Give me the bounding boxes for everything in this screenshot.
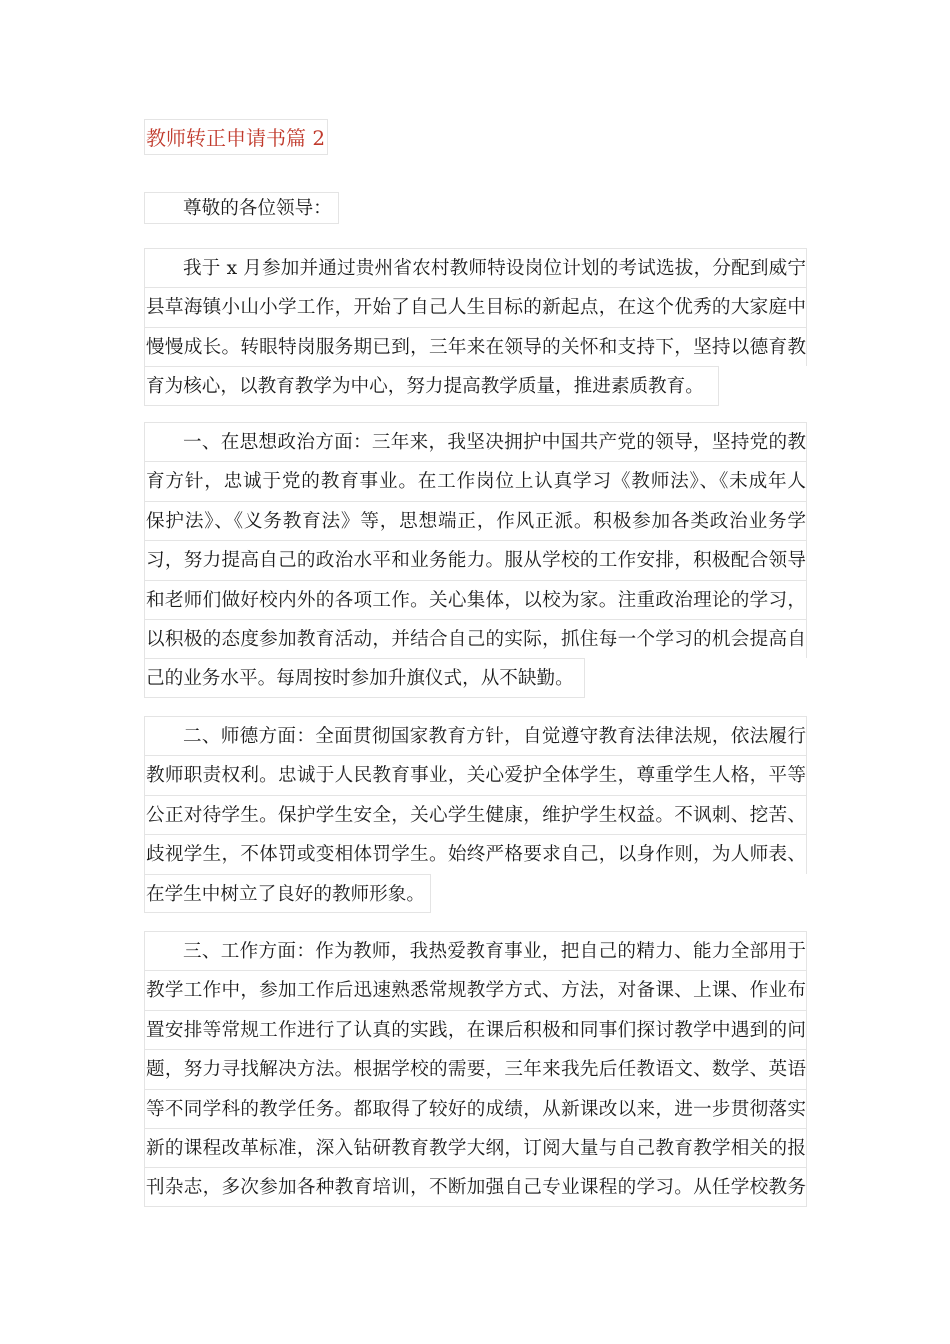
paragraph-line: 歧视学生，不体罚或变相体罚学生。始终严格要求自己，以身作则，为人师表、 — [144, 834, 807, 873]
salutation: 尊敬的各位领导： — [144, 192, 339, 224]
paragraph-line: 教学工作中，参加工作后迅速熟悉常规教学方式、方法，对备课、上课、作业布 — [144, 970, 807, 1009]
document-title: 教师转正申请书篇 2 — [144, 119, 328, 155]
paragraph-line: 刊杂志，多次参加各种教育培训，不断加强自己专业课程的学习。从任学校教务 — [144, 1167, 807, 1206]
paragraph-line: 置安排等常规工作进行了认真的实践，在课后积极和同事们探讨教学中遇到的问 — [144, 1010, 807, 1049]
paragraph-political — [144, 422, 807, 698]
paragraph-line: 以积极的态度参加教育活动，并结合自己的实际，抓住每一个学习的机会提高自 — [144, 619, 807, 658]
paragraph-line: 一、在思想政治方面：三年来，我坚决拥护中国共产党的领导，坚持党的教 — [144, 422, 807, 461]
paragraph-line: 教师职责权利。忠诚于人民教育事业，关心爱护全体学生，尊重学生人格，平等 — [144, 755, 807, 794]
paragraph-line: 育为核心，以教育教学为中心，努力提高教学质量，推进素质教育。 — [144, 366, 719, 405]
paragraph-line: 保护法》、《义务教育法》等，思想端正，作风正派。积极参加各类政治业务学 — [144, 501, 807, 540]
paragraph-line: 题，努力寻找解决方法。根据学校的需要，三年来我先后任教语文、数学、英语 — [144, 1049, 807, 1088]
paragraph-line: 和老师们做好校内外的各项工作。关心集体，以校为家。注重政治理论的学习， — [144, 580, 807, 619]
paragraph-line: 习，努力提高自己的政治水平和业务能力。服从学校的工作安排，积极配合领导 — [144, 540, 807, 579]
paragraph-line: 县草海镇小山小学工作，开始了自己人生目标的新起点，在这个优秀的大家庭中 — [144, 287, 807, 326]
paragraph-line: 己的业务水平。每周按时参加升旗仪式，从不缺勤。 — [144, 658, 585, 697]
paragraph-line: 二、师德方面：全面贯彻国家教育方针，自觉遵守教育法律法规，依法履行 — [144, 716, 807, 755]
paragraph-line: 三、工作方面：作为教师，我热爱教育事业，把自己的精力、能力全部用于 — [144, 931, 807, 970]
paragraph-intro — [144, 248, 807, 406]
paragraph-line: 慢慢成长。转眼特岗服务期已到，三年来在领导的关怀和支持下，坚持以德育教 — [144, 327, 807, 366]
paragraph-line: 育方针，忠诚于党的教育事业。在工作岗位上认真学习《教师法》、《未成年人 — [144, 461, 807, 500]
paragraph-line: 我于 x 月参加并通过贵州省农村教师特设岗位计划的考试选拔，分配到威宁 — [144, 248, 807, 287]
paragraph-line: 在学生中树立了良好的教师形象。 — [144, 874, 431, 913]
paragraph-line: 公正对待学生。保护学生安全，关心学生健康，维护学生权益。不讽刺、挖苦、 — [144, 795, 807, 834]
paragraph-work — [144, 931, 807, 1207]
paragraph-line: 等不同学科的教学任务。都取得了较好的成绩，从新课改以来，进一步贯彻落实 — [144, 1089, 807, 1128]
paragraph-line: 新的课程改革标准，深入钻研教育教学大纲，订阅大量与自己教育教学相关的报 — [144, 1128, 807, 1167]
paragraph-ethics — [144, 716, 807, 913]
